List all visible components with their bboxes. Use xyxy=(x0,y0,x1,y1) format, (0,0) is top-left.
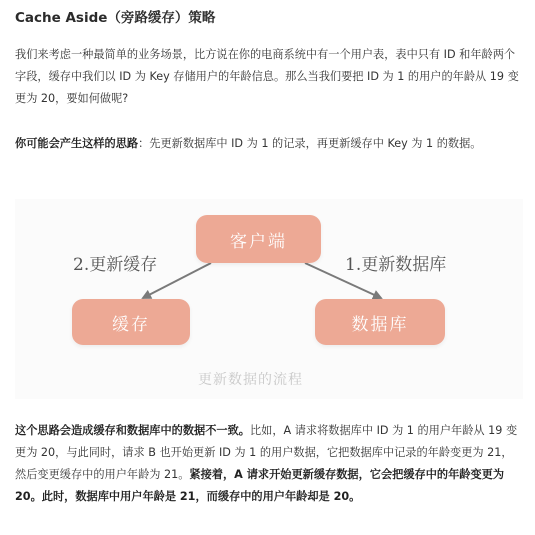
inconsistency-bold-conclusion: 紧接着，A 请求开始更新缓存数据，它会把缓存中的年龄变更为 20。此时，数据库中用户年龄是 21，而缓存中的用户年龄却是 20。 xyxy=(15,468,505,503)
idea-paragraph xyxy=(15,133,523,155)
idea-bold-text: 你可能会产生这样的思路 xyxy=(15,137,139,150)
client-node: 客户端 xyxy=(196,215,321,263)
update-flow-diagram xyxy=(15,199,523,399)
inconsistency-text: 比如，A 请求将数据库中 ID 为 1 的用户年龄从 19 变更为 20，与此同时，请求 B 也开始更新 ID 为 1 的用户数据，它把数据库中记录的年龄变更为 21，然后变更缓存中的用户年龄为 21。 xyxy=(15,424,518,481)
database-node: 数据库 xyxy=(315,299,445,345)
idea-text: ：先更新数据库中 ID 为 1 的记录，再更新缓存中 Key 为 1 的数据。 xyxy=(138,137,482,150)
cache-node: 缓存 xyxy=(72,299,190,345)
update-db-label: 1.更新数据库 xyxy=(345,255,447,275)
inconsistency-bold-text: 这个思路会造成缓存和数据库中的数据不一致。 xyxy=(15,424,250,437)
diagram-caption: 更新数据的流程 xyxy=(198,372,303,388)
section-heading: Cache Aside（旁路缓存）策略 xyxy=(15,10,216,26)
update-cache-label: 2.更新缓存 xyxy=(73,255,158,275)
inconsistency-paragraph xyxy=(15,420,523,508)
intro-paragraph: 我们来考虑一种最简单的业务场景，比方说在你的电商系统中有一个用户表，表中只有 ID 和年龄两个字段，缓存中我们以 ID 为 Key 存储用户的年龄信息。那么当我们要把 ID 为 1 的用户的年龄从 19 变更为 20，要如何做呢? xyxy=(15,48,519,105)
